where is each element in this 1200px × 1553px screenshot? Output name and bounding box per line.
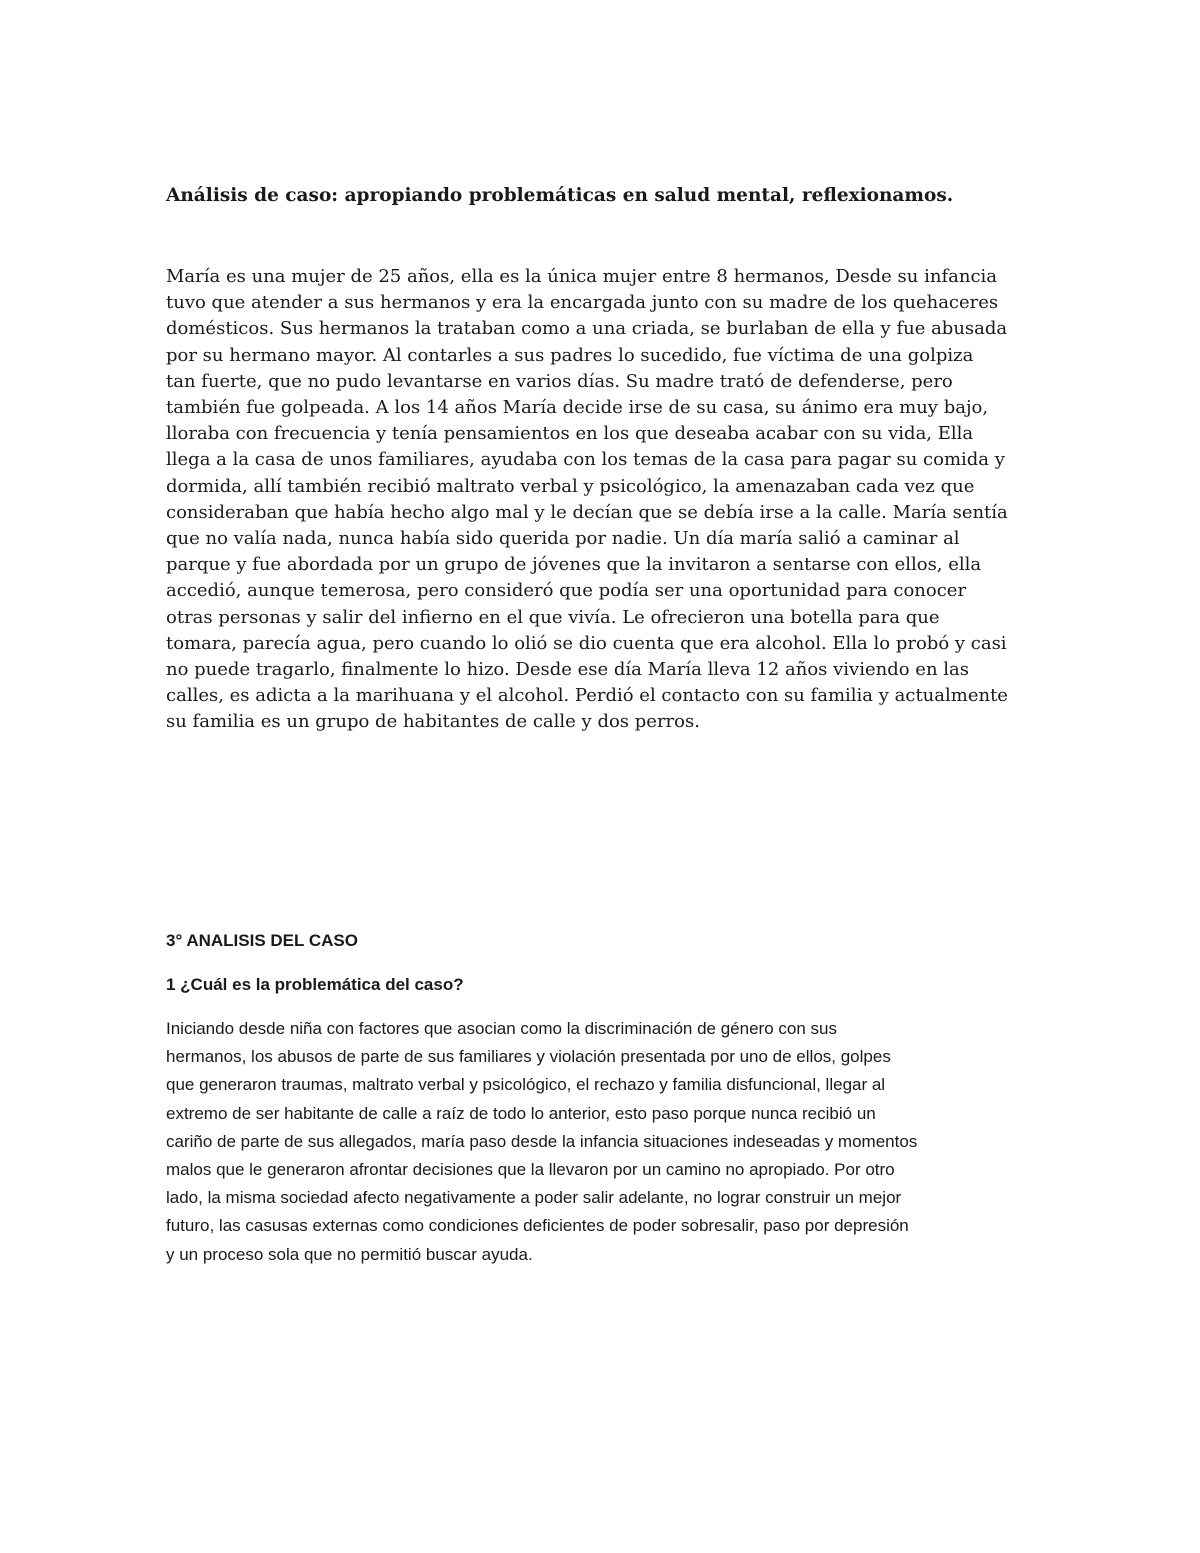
case-line: accedió, aunque temerosa, pero consideró que podía ser una oportunidad para conocer [166,580,967,602]
answer-line: extremo de ser habitante de calle a raíz de todo lo anterior, esto paso porque nunca recibió un [166,1103,876,1123]
case-line: dormida, allí también recibió maltrato verbal y psicológico, la amenazaban cada vez que [166,475,975,497]
case-line: por su hermano mayor. Al contarles a sus padres lo sucedido, fue víctima de una golpiza [166,344,974,366]
case-line: otras personas y salir del infierno en el que vivía. Le ofrecieron una botella para que [166,606,940,628]
case-line: su familia es un grupo de habitantes de calle y dos perros. [166,711,700,733]
case-line: también fue golpeada. A los 14 años María decide irse de su casa, su ánimo era muy bajo, [166,397,989,419]
answer-line: hermanos, los abusos de parte de sus familiares y violación presentada por uno de ellos, golpes [166,1047,891,1067]
answer-line: lado, la misma sociedad afecto negativamente a poder salir adelante, no lograr construir un mejor [166,1188,902,1208]
case-line: no puede tragarlo, finalmente lo hizo. Desde ese día María lleva 12 años viviendo en las [166,659,969,681]
case-paragraph [166,264,1046,736]
question-heading: 1 ¿Cuál es la problemática del caso? [166,975,464,994]
case-line: consideraban que había hecho algo mal y le decían que se debía irse a la calle. María sentía [166,501,1008,523]
case-line: que no valía nada, nunca había sido querida por nadie. Un día maría salió a caminar al [166,528,960,550]
document-title: Análisis de caso: apropiando problemáticas en salud mental, reflexionamos. [166,185,954,206]
answer-line: Iniciando desde niña con factores que asocian como la discriminación de género con sus [166,1019,837,1038]
case-line: tomara, parecía agua, pero cuando lo olió se dio cuenta que era alcohol. Ella lo probó y casi [166,632,1007,654]
case-line: llega a la casa de unos familiares, ayudaba con los temas de la casa para pagar su comida y [166,449,1005,471]
answer-line: que generaron traumas, maltrato verbal y psicológico, el rechazo y familia disfuncional, llegar al [166,1075,886,1095]
case-line: calles, es adicta a la marihuana y el alcohol. Perdió el contacto con su familia y actualmente [166,685,1008,707]
answer-line: futuro, las casusas externas como condiciones deficientes de poder sobresalir, paso por depresión [166,1216,909,1236]
case-line: domésticos. Sus hermanos la trataban como a una criada, se burlaban de ella y fue abusada [166,318,1008,340]
case-line: lloraba con frecuencia y tenía pensamientos en los que deseaba acabar con su vida, Ella [166,423,974,445]
answer-line: cariño de parte de sus allegados, maría paso desde la infancia situaciones indeseadas y momentos [166,1131,918,1151]
section-heading: 3° ANALISIS DEL CASO [166,931,358,950]
case-line: tan fuerte, que no pudo levantarse en varios días. Su madre trató de defenderse, pero [166,370,953,392]
answer-line: y un proceso sola que no permitió buscar ayuda. [166,1244,533,1264]
case-line: tuvo que atender a sus hermanos y era la encargada junto con su madre de los quehaceres [166,292,999,314]
answer-paragraph [166,1015,1046,1269]
answer-line: malos que le generaron afrontar decisiones que la llevaron por un camino no apropiado. Por otro [166,1160,895,1180]
case-line: parque y fue abordada por un grupo de jóvenes que la invitaron a sentarse con ellos, ella [166,554,982,576]
case-line: María es una mujer de 25 años, ella es la única mujer entre 8 hermanos, Desde su infancia [166,266,998,287]
